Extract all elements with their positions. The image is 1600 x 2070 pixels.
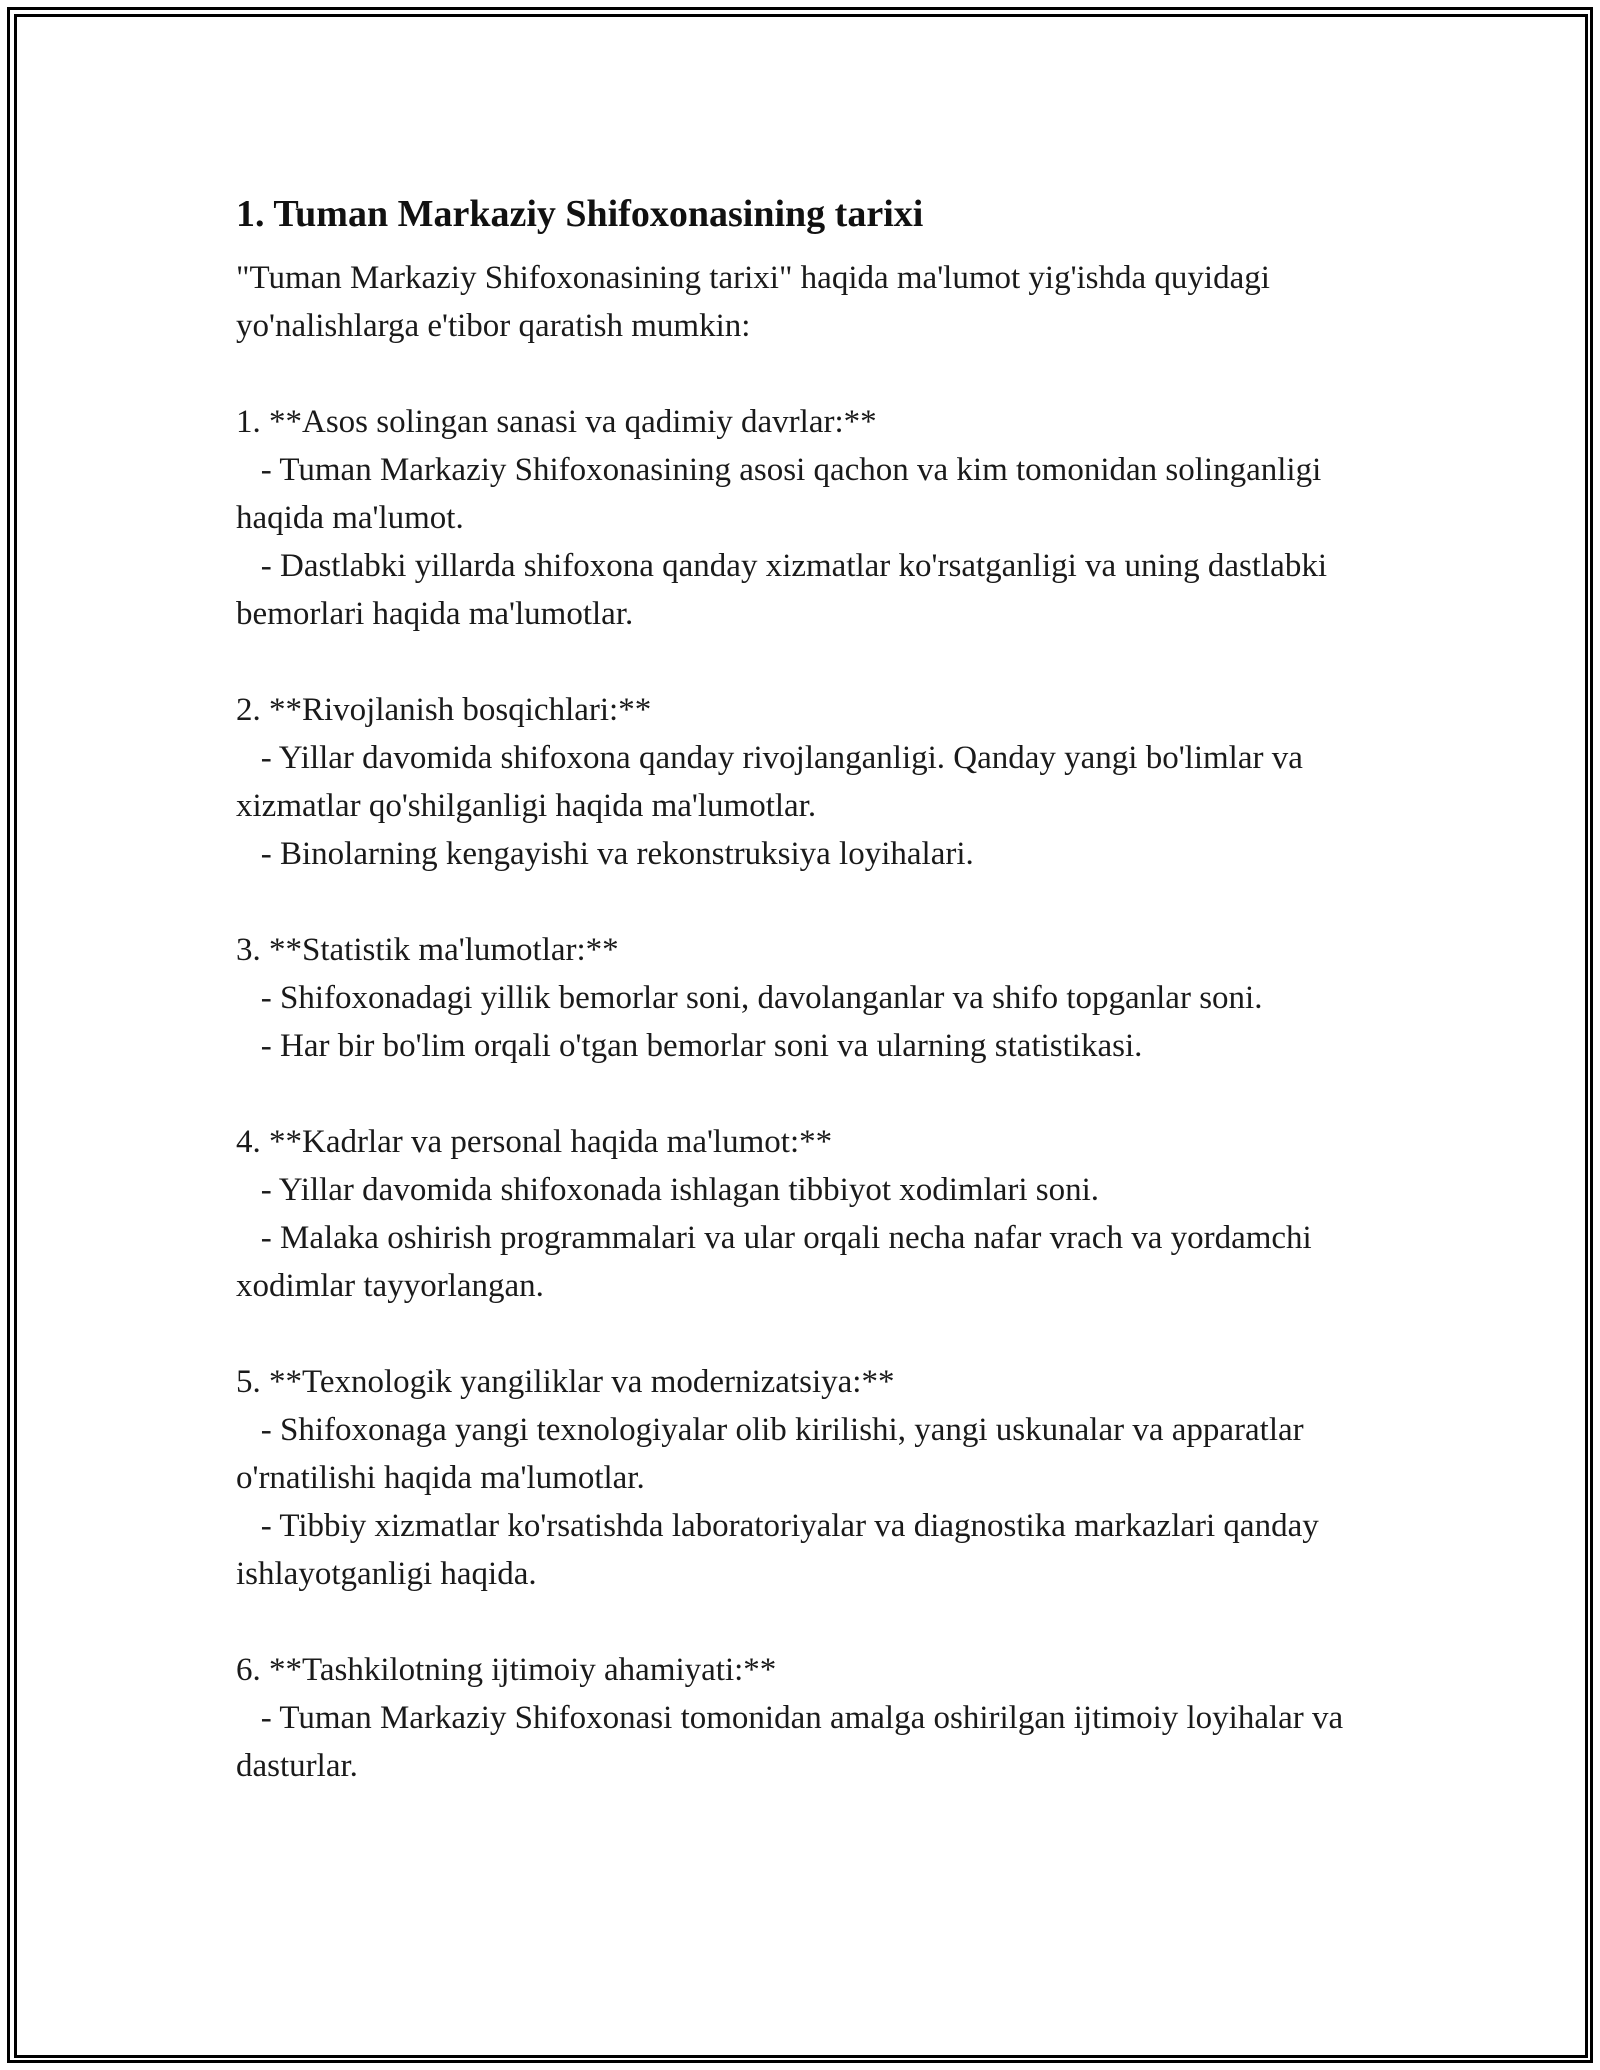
section-heading: 3. **Statistik ma'lumotlar:** xyxy=(236,932,619,968)
section-bullet: - Tibbiy xizmatlar ko'rsatishda laboratoriyalar va diagnostika markazlari qanday ishlayotganligi haqida. xyxy=(236,1508,1327,1592)
section-bullet: - Tuman Markaziy Shifoxonasi tomonidan amalga oshirilgan ijtimoiy loyihalar va dasturlar. xyxy=(236,1700,1352,1784)
document-body xyxy=(236,188,1366,1790)
section-heading: 2. **Rivojlanish bosqichlari:** xyxy=(236,692,652,728)
section-bullet: - Malaka oshirish programmalari va ular orqali necha nafar vrach va yordamchi xodimlar tayyorlangan. xyxy=(236,1220,1320,1304)
section-2 xyxy=(236,686,1366,878)
section-heading: 1. **Asos solingan sanasi va qadimiy davrlar:** xyxy=(236,404,877,440)
document-title: 1. Tuman Markaziy Shifoxonasining tarixi xyxy=(236,193,924,235)
section-heading: 6. **Tashkilotning ijtimoiy ahamiyati:** xyxy=(236,1652,777,1688)
section-bullet: - Yillar davomida shifoxona qanday rivojlanganligi. Qanday yangi bo'limlar va xizmatlar qo'shilganligi haqida ma'lumotlar. xyxy=(236,740,1312,824)
section-1 xyxy=(236,398,1366,638)
section-bullet: - Shifoxonadagi yillik bemorlar soni, davolanganlar va shifo topganlar soni. xyxy=(236,980,1263,1016)
intro-paragraph: "Tuman Markaziy Shifoxonasining tarixi" haqida ma'lumot yig'ishda quyidagi yo'nalishlarga e'tibor qaratish mumkin: xyxy=(236,260,1270,344)
section-bullet: - Binolarning kengayishi va rekonstruksiya loyihalari. xyxy=(236,836,974,872)
section-4 xyxy=(236,1118,1366,1310)
section-heading: 4. **Kadrlar va personal haqida ma'lumot:** xyxy=(236,1124,833,1160)
section-bullet: - Tuman Markaziy Shifoxonasining asosi qachon va kim tomonidan solinganligi haqida ma'lumot. xyxy=(236,452,1330,536)
section-3 xyxy=(236,926,1366,1070)
section-bullet: - Yillar davomida shifoxonada ishlagan tibbiyot xodimlari soni. xyxy=(236,1172,1100,1208)
section-6 xyxy=(236,1646,1366,1790)
section-bullet: - Shifoxonaga yangi texnologiyalar olib kirilishi, yangi uskunalar va apparatlar o'rnatilishi haqida ma'lumotlar. xyxy=(236,1412,1312,1496)
section-5 xyxy=(236,1358,1366,1598)
section-bullet: - Dastlabki yillarda shifoxona qanday xizmatlar ko'rsatganligi va uning dastlabki bemorlari haqida ma'lumotlar. xyxy=(236,548,1336,632)
section-heading: 5. **Texnologik yangiliklar va modernizatsiya:** xyxy=(236,1364,895,1400)
section-bullet: - Har bir bo'lim orqali o'tgan bemorlar soni va ularning statistikasi. xyxy=(236,1028,1143,1064)
